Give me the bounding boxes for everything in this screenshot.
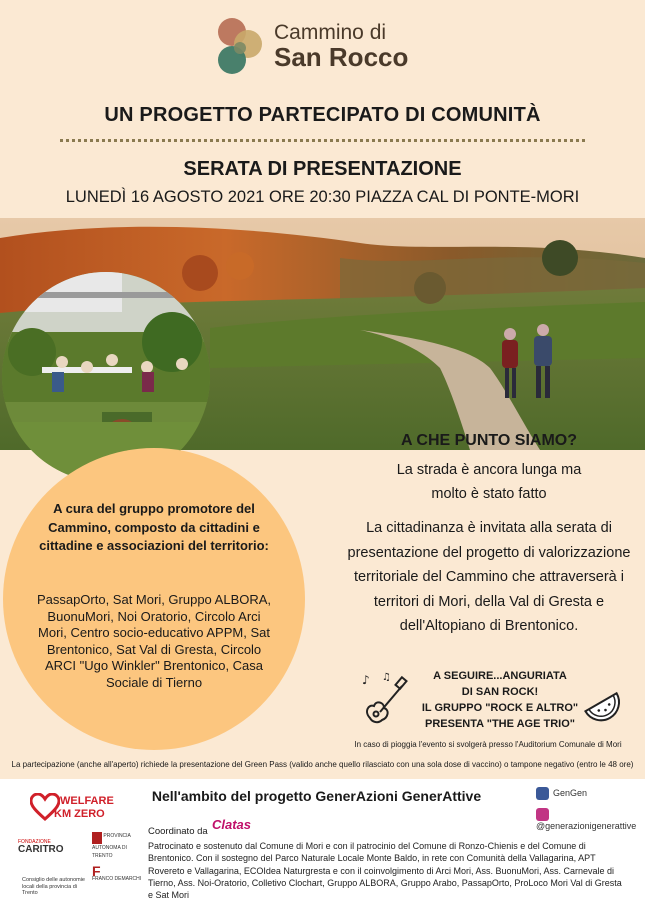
clatas-logo <box>212 817 252 839</box>
provincia-shield-icon <box>92 832 102 844</box>
status-subtitle <box>338 458 640 506</box>
dotted-divider <box>60 139 585 142</box>
clatas-text: Clatas <box>212 817 252 832</box>
demarchi-text: FRANCO DEMARCHI <box>92 876 142 882</box>
facebook-handle: GenGen <box>553 787 588 798</box>
caritro-line2: CARITRO <box>18 844 64 855</box>
event-date-line: LUNEDÌ 16 AGOSTO 2021 ORE 20:30 PIAZZA CAL DI PONTE-MORI <box>65 188 580 206</box>
after-event-l2: DI SAN ROCK! <box>461 686 539 698</box>
project-title-text: Nell'ambito del progetto GenerAzioni GenerAttive <box>151 788 482 804</box>
instagram-handle: @generazionigenerattive <box>536 821 637 831</box>
event-title: SERATA DI PRESENTAZIONE <box>183 158 462 180</box>
logo-line1: Cammino di <box>274 21 387 44</box>
caritro-line1: FONDAZIONE <box>18 839 51 845</box>
cammino-logo <box>216 14 456 78</box>
facebook-link[interactable] <box>536 787 587 800</box>
caritro-logo <box>18 838 64 854</box>
watermelon-icon <box>580 684 624 724</box>
after-event-l1: A SEGUIRE...ANGURIATA <box>433 670 567 682</box>
provincia-logo <box>92 832 136 860</box>
welfare-line2: KM ZERO <box>54 808 105 820</box>
status-title: A CHE PUNTO SIAMO? <box>400 432 577 449</box>
status-body: La cittadinanza è invitata alla serata di presentazione del progetto di valorizzazione territoriale del Cammino che attraverserà i territori di Mori, della Val di Gresta e dell'Altopiano di Brentonico. <box>347 520 631 634</box>
page-title: UN PROGETTO PARTECIPATO DI COMUNITÀ <box>104 104 541 126</box>
greenpass-note: La partecipazione (anche all'aperto) richiede la presentazione del Green Pass (valido anche quello rilasciato con una sola dose di vaccino) o tampone negativo (entro le 48 ore) <box>11 760 634 769</box>
logo-line2: San Rocco <box>274 42 409 72</box>
facebook-icon <box>536 787 549 800</box>
instagram-link[interactable] <box>536 808 645 831</box>
coordinated-by: Coordinato da <box>148 826 208 837</box>
status-line1: La strada è ancora lunga ma <box>396 462 582 478</box>
logo-circles-icon <box>216 16 264 76</box>
after-event-l4: PRESENTA "THE AGE TRIO" <box>425 718 575 730</box>
rain-note: In caso di pioggia l'evento si svolgerà presso l'Auditorium Comunale di Mori <box>354 740 622 749</box>
promoters-heading: A cura del gruppo promotore del Cammino, composto da cittadini e cittadine e associazioni del territorio: <box>39 501 269 553</box>
consiglio-text: Consiglio delle autonomie locali della provincia di Trento <box>22 877 85 896</box>
svg-text:♪: ♪ <box>362 673 370 687</box>
demarchi-mark-icon: F <box>92 863 101 879</box>
after-event-info <box>400 668 600 732</box>
welfare-line1: WELFARE <box>60 795 114 807</box>
status-line2: molto è stato fatto <box>431 486 547 502</box>
provincia-text: PROVINCIA AUTONOMA DI TRENTO <box>92 833 131 859</box>
consiglio-logo <box>22 877 88 897</box>
instagram-icon <box>536 808 549 821</box>
demarchi-logo <box>92 863 142 883</box>
credits-text: Patrocinato e sostenuto dal Comune di Mori e con il patrocinio del Comune di Ronzo-Chienis e del Comune di Brentonico. Con il sostegno del Parco Naturale Locale Monte Baldo, in rete con Comunità della Vallagarina, APT Rovereto e Vallagarina, ECOIdea Naturgresta e con il coinvolgimento di Arci Mori, Ass. BuonuMori, Ass. Carnevale di Tierno, Ass. Noi-Oratorio, Colletivo Clochart, Gruppo ALBORA, Gruppo Arabo, PassapOrto, ProLoco Mori Val di Gresta e Sat Mori <box>148 841 622 901</box>
after-event-l3: IL GRUPPO "ROCK E ALTRO" <box>421 702 579 714</box>
svg-text:♫: ♫ <box>382 672 391 683</box>
promoters-list: PassapOrto, Sat Mori, Gruppo ALBORA, BuonuMori, Noi Oratorio, Circolo Arci Mori, Centro socio-educativo APPM, Sat Brentonico, Sat Val di Gresta, Circolo ARCI "Ugo Winkler" Brentonico, Casa Sociale di Tierno <box>36 592 272 690</box>
